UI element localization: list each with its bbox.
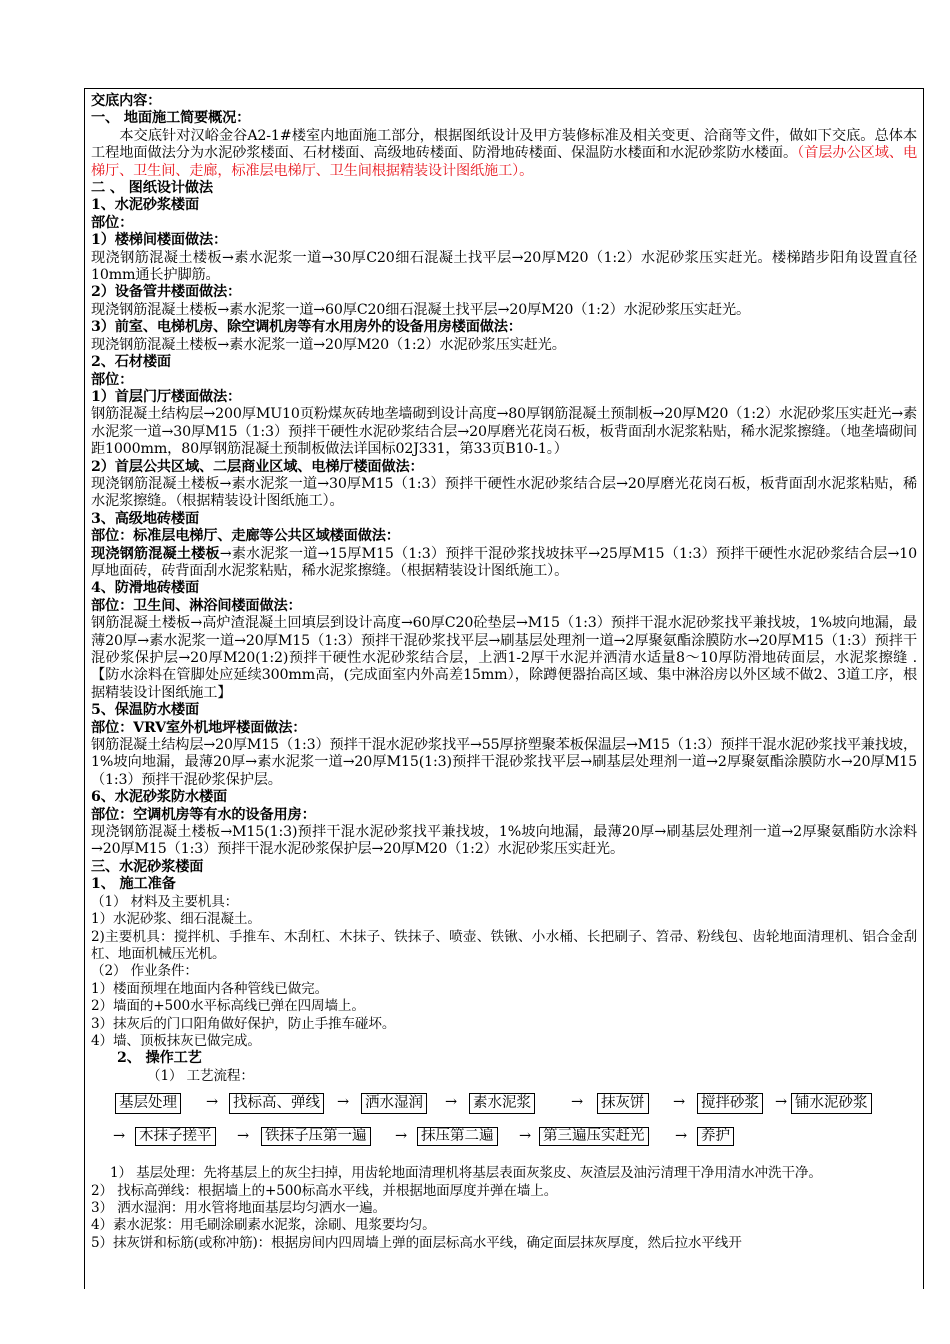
s2-6-text: 现浇钢筋混凝土楼板→M15(1:3)预拌干混水泥砂浆找平兼找坡，1%坡向地漏，最薄20厚→刷基层处理剂一道→2厚聚氨酯防水涂料→20厚M15（1:3）预拌干混水泥砂浆保护层→20厚M20（1:2）水泥砂浆压实赶光。 [91,824,917,858]
s2-3-location: 部位：标准层电梯厅、走廊等公共区域楼面做法： [91,528,400,545]
section-2-title: 二 、 图纸设计做法 [91,180,213,197]
flow-arrow: → [673,1094,686,1111]
s2-2-a-text: 钢筋混凝土结构层→200厚MU10页粉煤灰砖地垄墙砌到设计高度→80厚钢筋混凝土预制板→20厚M20（1:2）水泥砂浆压实赶光→素水泥浆一道→30厚M15（1:3）预拌干硬性水泥砂浆结合层→20厚磨光花岗石板，板背面刮水泥浆粘贴，稀水泥浆擦缝。（地垄墙砌间距1000mm，80厚钢筋混凝土预制板做法详国标02J331，第33页B10-1。） [91,406,917,458]
s2-2-location: 部位： [91,371,134,388]
s3-1-title: 1、 施工准备 [91,876,176,893]
s2-2-title: 2、石材楼面 [91,354,171,371]
flow-step-1: 基层处理 [115,1093,181,1114]
s2-2-b-title: 2）首层公共区域、二层商业区域、电梯厅楼面做法： [91,458,424,475]
s2-6-title: 6、水泥砂浆防水楼面 [91,789,228,806]
flow-step-6: 搅拌砂浆 [697,1093,763,1114]
flow-step-10: 抹压第二遍 [417,1127,498,1146]
flow-arrow: → [571,1094,584,1111]
header: 交底内容： [91,93,162,109]
flow-arrow: → [113,1128,126,1145]
step-3: 3） 洒水湿润：用水管将地面基层均匀洒水一遍。 [91,1199,386,1216]
s3-1-b1: 1）楼面预埋在地面内各种管线已做完。 [91,980,329,997]
red-note: （首层办公区域、电梯厅、卫生间、走廊，标准层电梯厅、卫生间根据精装设计图纸施工）。 [91,145,917,179]
document-content [91,93,917,1252]
flow-step-4: 素水泥浆 [469,1093,535,1114]
process-flow-diagram [91,1091,917,1157]
s3-1-a2: 2)主要机具：搅拌机、手推车、木刮杠、木抹子、铁抹子、喷壶、铁锹、小水桶、长把刷子、笤帚、粉线包、齿轮地面清理机、铝合金刮杠、地面机械压光机。 [91,928,917,962]
flow-step-5: 抹灰饼 [597,1093,649,1114]
flow-arrow: → [675,1128,688,1145]
s3-2-title: 2、 操作工艺 [117,1050,202,1067]
flow-arrow: → [775,1094,788,1111]
s3-2-a: （1） 工艺流程： [147,1067,254,1084]
s3-1-b4: 4）墙、顶板抹灰已做完成。 [91,1032,261,1049]
section-1-paragraph: 本交底针对汉峪金谷A2-1#楼室内地面施工部分，根据图纸设计及甲方装修标准及相关变更、洽商等文件，做如下交底。总体本工程地面做法分为水泥砂浆楼面、石材楼面、高级地砖楼面、防滑地砖楼面、保温防水楼面和水泥砂浆防水楼面。（首层办公区域、电梯厅、卫生间、走廊，标准层电梯厅、卫生间根据精装设计图纸施工）。 [91,127,917,179]
s2-5-text: 钢筋混凝土结构层→20厚M15（1:3）预拌干混水泥砂浆找平→55厚挤塑聚苯板保温层→M15（1:3）预拌干混水泥砂浆找平兼找坡，1%坡向地漏，最薄20厚→素水泥浆一道→20厚M15(1:3)预拌干混砂浆找平层→刷基层处理剂一道→2厚聚氨酯涂膜防水→20厚M15（1:3）预拌干混砂浆保护层。 [91,737,917,788]
s2-1-b-title: 2）设备管井楼面做法： [91,284,242,301]
s3-1-b: （2） 作业条件： [91,963,198,980]
s2-1-title: 1、水泥砂浆楼面 [91,197,199,214]
step-1: 1） 基层处理：先将基层上的灰尘扫掉，用齿轮地面清理机将基层表面灰浆皮、灰渣层及油污清理干净用清水冲洗干净。 [110,1165,822,1182]
s2-1-b-text: 现浇钢筋混凝土楼板→素水泥浆一道→60厚C20细石混凝土找平层→20厚M20（1:2）水泥砂浆压实赶光。 [91,301,751,318]
section-1-title: 一、 地面施工简要概况： [91,110,251,127]
flow-step-12: 养护 [697,1127,734,1146]
s2-1-a-title: 1）楼梯间楼面做法： [91,232,228,249]
s3-1-a1: 1）水泥砂浆、细石混凝土。 [91,911,261,928]
flow-step-8: 木抹子搓平 [135,1127,216,1146]
s2-5-location: 部位：VRV室外机地坪楼面做法： [91,719,307,736]
flow-arrow: → [337,1094,350,1111]
step-5: 5）抹灰饼和标筋(或称冲筋)：根据房间内四周墙上弹的面层标高水平线，确定面层抹灰厚度，然后拉水平线开 [91,1234,742,1251]
s2-2-a-title: 1）首层门厅楼面做法： [91,388,242,405]
flow-step-11: 第三遍压实赶光 [539,1127,649,1146]
flow-arrow: → [395,1128,408,1145]
section-3-title: 三、水泥砂浆楼面 [91,858,204,875]
flow-arrow: → [445,1094,458,1111]
s2-1-location: 部位： [91,214,134,231]
s2-5-title: 5、保温防水楼面 [91,702,199,719]
document-frame [84,88,924,1289]
s3-1-b3: 3）抹灰后的门口阳角做好保护，防止手推车碰坏。 [91,1015,396,1032]
flow-arrow: → [519,1128,532,1145]
s2-1-a-text: 现浇钢筋混凝土楼板→素水泥浆一道→30厚C20细石混凝土找平层→20厚M20（1:2）水泥砂浆压实赶光。楼梯踏步阳角设置直径10mm通长护脚筋。 [91,249,917,284]
flow-arrow: → [237,1128,250,1145]
s2-1-c-text: 现浇钢筋混凝土楼板→素水泥浆一道→20厚M20（1:2）水泥砂浆压实赶光。 [91,336,566,353]
s2-4-text: 钢筋混凝土楼板→高炉渣混凝土回填层到设计高度→60厚C20砼垫层→M15（1:3）预拌干混水泥砂浆找平兼找坡，1%坡向地漏，最薄20厚→素水泥浆一道→20厚M15（1:3）预拌干混砂浆找平层→刷基层处理剂一道→2厚聚氨酯涂膜防水→20厚M15（1:3）预拌干混砂浆保护层→20厚M20(1:2)预拌干硬性水泥砂浆结合层，上洒1-2厚干水泥并洒清水适量8～10厚防滑地砖面层，水泥浆擦缝 .【防水涂料在管脚处应延续300mm高，(完成面室内外高差15mm），除蹲便器抬高区域、集中淋浴房以外区域不做2、3道工序，根据精装设计图纸施工】 [91,615,917,701]
flow-arrow: → [206,1094,219,1111]
s2-1-c-title: 3）前室、电梯机房、除空调机房等有水用房外的设备用房楼面做法： [91,319,522,336]
step-2: 2） 找标高弹线：根据墙上的+500标高水平线，并根据地面厚度并弹在墙上。 [91,1182,558,1199]
flow-step-9: 铁抹子压第一遍 [261,1127,371,1146]
flow-step-3: 洒水湿润 [361,1093,427,1114]
s3-1-b2: 2）墙面的+500水平标高线已弹在四周墙上。 [91,998,365,1015]
s3-1-a: （1） 材料及主要机具： [91,893,239,910]
flow-step-2: 找标高、弹线 [229,1093,324,1114]
s2-4-location: 部位：卫生间、淋浴间楼面做法： [91,597,302,614]
s2-6-location: 部位：空调机房等有水的设备用房： [91,806,316,823]
flow-step-7: 铺水泥砂浆 [791,1093,872,1114]
s2-2-b-text: 现浇钢筋混凝土楼板→素水泥浆一道→30厚M15（1:3）预拌干硬性水泥砂浆结合层→20厚磨光花岗石板，板背面刮水泥浆粘贴，稀水泥浆擦缝。（根据精装设计图纸施工）。 [91,475,917,510]
s2-3-text: 现浇钢筋混凝土楼板→素水泥浆一道→15厚M15（1:3）预拌干混砂浆找坡抹平→25厚M15（1:3）预拌干硬性水泥砂浆结合层→10厚地面砖，砖背面刮水泥浆粘贴，稀水泥浆擦缝。（根据精装设计图纸施工）。 [91,545,918,579]
s2-3-title: 3、高级地砖楼面 [91,510,199,527]
step-4: 4）素水泥浆：用毛刷涂刷素水泥浆，涂刷、甩浆要均匀。 [91,1217,436,1234]
s2-4-title: 4、防滑地砖楼面 [91,580,199,597]
